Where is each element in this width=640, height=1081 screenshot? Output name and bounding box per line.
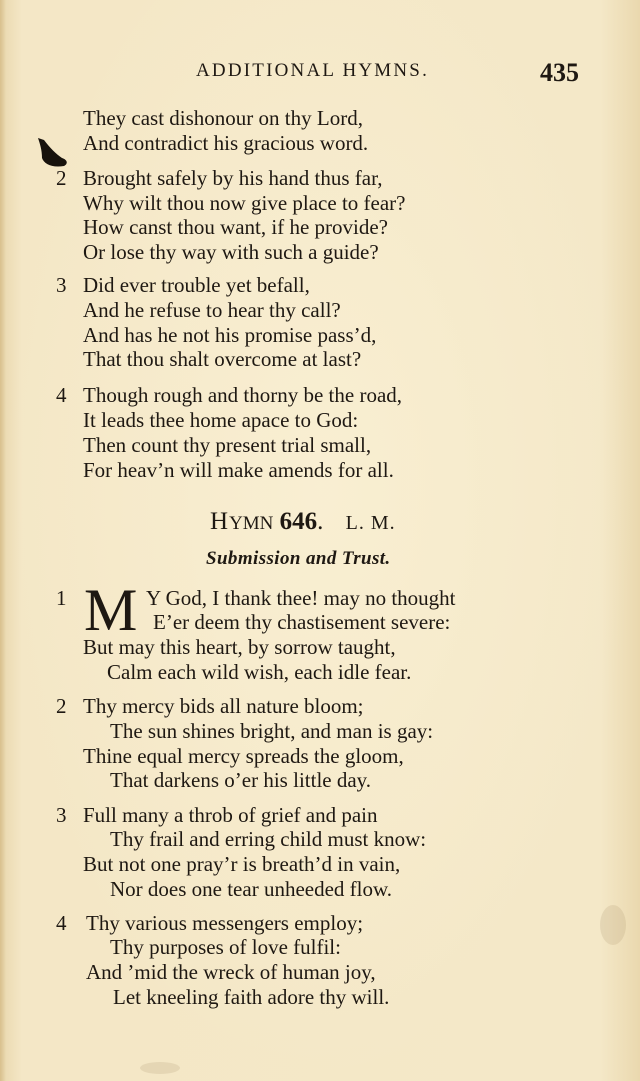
verse-line: Why wilt thou now give place to fear? [83,191,406,215]
verse-line: But not one pray’r is breath’d in vain, [83,852,401,876]
pointing-hand-icon [34,134,74,174]
verse-line: Or lose thy way with such a guide? [83,240,379,264]
verse-line: They cast dishonour on thy Lord, [83,106,363,130]
verse-line: Let kneeling faith adore thy will. [113,985,390,1009]
hymn-subtitle: Submission and Trust. [206,548,391,569]
running-head: ADDITIONAL HYMNS. [196,60,430,81]
verse-line: E’er deem thy chastisement severe: [153,610,451,634]
paper-stain [600,905,626,945]
stanza-number: 4 [56,911,67,935]
verse-line: Brought safely by his hand thus far, [83,166,383,190]
verse-line: Thy various messengers employ; [86,911,364,935]
hymn-title-rest: YMN [229,513,274,534]
verse-line: Thy mercy bids all nature bloom; [83,694,364,718]
verse-line: Thine equal mercy spreads the gloom, [83,744,404,768]
verse-line: That darkens o’er his little day. [110,768,372,792]
hymn-number: 646 [279,508,318,535]
verse-line: Nor does one tear unheeded flow. [110,877,393,901]
verse-line: Did ever trouble yet befall, [83,273,310,297]
verse-line: Though rough and thorny be the road, [83,383,403,407]
verse-line: Calm each wild wish, each idle fear. [107,660,412,684]
hymn-title-initial: H [210,508,230,535]
verse-line: Thy frail and erring child must know: [110,827,427,851]
verse-line: It leads thee home apace to God: [83,408,359,432]
verse-line: And ’mid the wreck of human joy, [86,960,376,984]
stanza-number: 4 [56,383,67,407]
verse-line: But may this heart, by sorrow taught, [83,635,396,659]
verse-line: The sun shines bright, and man is gay: [110,719,434,743]
verse-line: And he refuse to hear thy call? [83,298,341,322]
stanza-number: 3 [56,273,67,297]
verse-line: That thou shalt overcome at last? [83,347,362,371]
verse-line: How canst thou want, if he provide? [83,215,389,239]
drop-cap: M [84,577,138,643]
page-number: 435 [540,58,579,87]
verse-line: Y God, I thank thee! may no thought [146,586,456,610]
verse-line: Full many a throb of grief and pain [83,803,378,827]
page-edge-shadow [0,0,6,1081]
stanza-number: 2 [56,694,67,718]
verse-line: And contradict his gracious word. [83,131,369,155]
stanza-number: 1 [56,586,67,610]
paper-stain [140,1062,180,1074]
verse-line: For heav’n will make amends for all. [83,458,394,482]
hymn-meter: L. M. [345,512,396,534]
verse-line: Then count thy present trial small, [83,433,372,457]
hymn-title: HYMN 646. L. M. [210,508,396,535]
stanza-number: 2 [56,166,67,190]
verse-line: Thy purposes of love fulfil: [110,935,341,959]
verse-line: And has he not his promise pass’d, [83,323,377,347]
stanza-number: 3 [56,803,67,827]
